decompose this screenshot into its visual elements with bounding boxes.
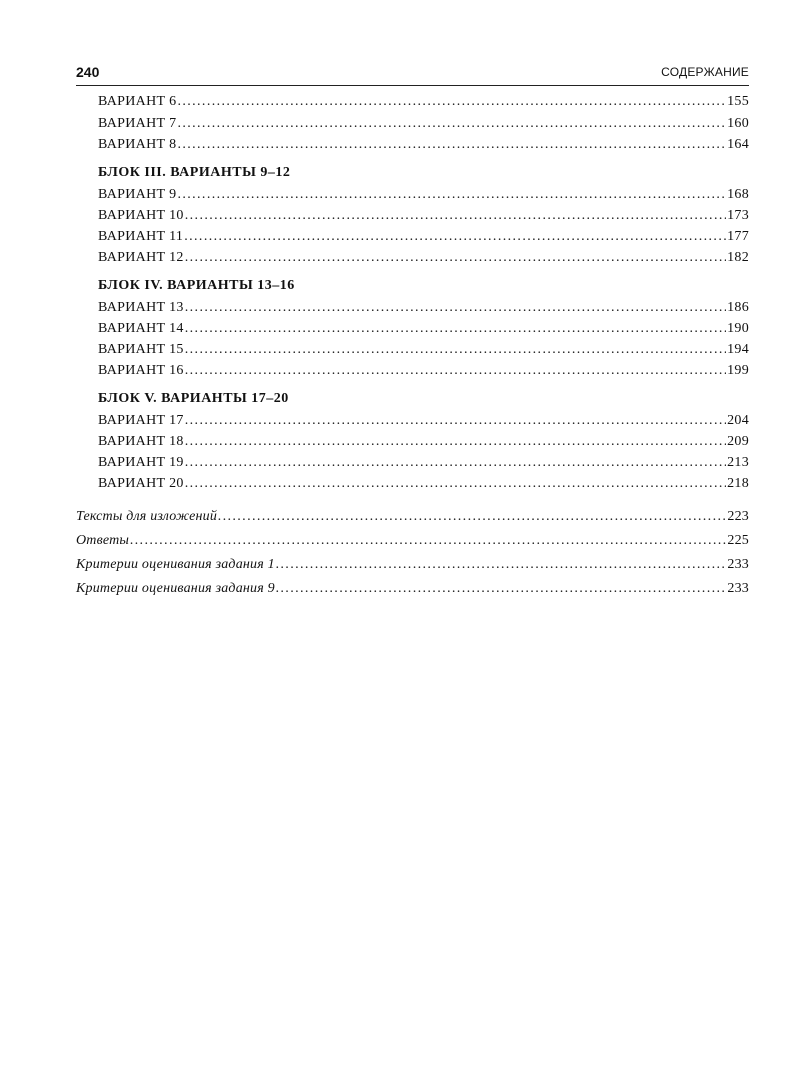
toc-entry-variant-20[interactable] <box>98 475 749 493</box>
toc-entry-label: Критерии оценивания задания 1 <box>76 557 275 572</box>
toc-entry-label: ВАРИАНТ 19 <box>98 455 184 470</box>
dot-leader <box>185 362 726 380</box>
toc-entry-page: 177 <box>727 229 749 244</box>
toc-entry-label: ВАРИАНТ 15 <box>98 342 184 357</box>
toc-entry-page: 209 <box>727 434 749 449</box>
toc-entry-page: 168 <box>727 187 749 202</box>
toc-entry-label: ВАРИАНТ 6 <box>98 94 177 109</box>
page-header <box>76 61 749 86</box>
block-heading-5[interactable]: БЛОК V. ВАРИАНТЫ 17–20 <box>98 391 289 406</box>
dot-leader <box>276 580 727 598</box>
toc-entry-label: ВАРИАНТ 11 <box>98 229 184 244</box>
dot-leader <box>185 341 726 359</box>
toc-entry-variant-6[interactable] <box>98 93 749 111</box>
dot-leader <box>218 508 726 526</box>
toc-entry-page: 213 <box>727 455 749 470</box>
toc-entry-label: ВАРИАНТ 18 <box>98 434 184 449</box>
toc-entry-variant-17[interactable] <box>98 412 749 430</box>
toc-entry-variant-19[interactable] <box>98 454 749 472</box>
toc-entry-page: 182 <box>727 250 749 265</box>
toc-entry-page: 155 <box>727 94 749 109</box>
toc-entry-page: 160 <box>727 116 749 131</box>
toc-entry-page: 173 <box>727 208 749 223</box>
toc-entry-label: ВАРИАНТ 12 <box>98 250 184 265</box>
dot-leader <box>185 299 726 317</box>
toc-entry-label: ВАРИАНТ 16 <box>98 363 184 378</box>
toc-entry-variant-16[interactable] <box>98 362 749 380</box>
toc-entry-page: 186 <box>727 300 749 315</box>
dot-leader <box>184 228 726 246</box>
toc-entry-criteria-task-1[interactable] <box>76 556 749 574</box>
toc-entry-variant-9[interactable] <box>98 186 749 204</box>
toc-entry-label: ВАРИАНТ 10 <box>98 208 184 223</box>
toc-entry-label: Тексты для изложений <box>76 509 218 524</box>
toc-entry-label: Критерии оценивания задания 9 <box>76 581 275 596</box>
toc-entry-variant-10[interactable] <box>98 207 749 225</box>
dot-leader <box>185 249 726 267</box>
toc-entry-answers[interactable] <box>76 532 749 550</box>
dot-leader <box>185 207 726 225</box>
toc-entry-texts-for-presentations[interactable] <box>76 508 749 526</box>
toc-entry-variant-13[interactable] <box>98 299 749 317</box>
toc-entry-page: 204 <box>727 413 749 428</box>
toc-entry-variant-11[interactable] <box>98 228 749 246</box>
toc-entry-label: ВАРИАНТ 20 <box>98 476 184 491</box>
toc-entry-page: 223 <box>727 509 749 524</box>
toc-entry-criteria-task-9[interactable] <box>76 580 749 598</box>
toc-entry-label: ВАРИАНТ 9 <box>98 187 177 202</box>
toc-entry-label: Ответы <box>76 533 130 548</box>
toc-entry-variant-8[interactable] <box>98 136 749 154</box>
toc-entry-page: 225 <box>727 533 749 548</box>
dot-leader <box>130 532 726 550</box>
toc-entry-label: ВАРИАНТ 7 <box>98 116 177 131</box>
toc-entry-label: ВАРИАНТ 17 <box>98 413 184 428</box>
toc-entry-variant-15[interactable] <box>98 341 749 359</box>
toc-entry-page: 194 <box>727 342 749 357</box>
toc-entry-page: 190 <box>727 321 749 336</box>
dot-leader <box>185 320 726 338</box>
toc-entry-variant-14[interactable] <box>98 320 749 338</box>
dot-leader <box>177 186 726 204</box>
block-heading-3[interactable]: БЛОК III. ВАРИАНТЫ 9–12 <box>98 165 291 180</box>
page-number: 240 <box>76 64 100 80</box>
toc-entry-label: ВАРИАНТ 13 <box>98 300 184 315</box>
dot-leader <box>185 475 726 493</box>
dot-leader <box>185 433 726 451</box>
toc-entry-label: ВАРИАНТ 14 <box>98 321 184 336</box>
toc-entry-variant-18[interactable] <box>98 433 749 451</box>
dot-leader <box>276 556 727 574</box>
dot-leader <box>185 454 726 472</box>
toc-entry-page: 233 <box>727 557 749 572</box>
toc-entry-page: 164 <box>727 137 749 152</box>
toc-entry-page: 199 <box>727 363 749 378</box>
running-title: СОДЕРЖАНИЕ <box>661 65 749 79</box>
toc-entry-page: 218 <box>727 476 749 491</box>
dot-leader <box>177 136 726 154</box>
dot-leader <box>177 93 726 111</box>
dot-leader <box>177 115 726 133</box>
dot-leader <box>185 412 726 430</box>
block-heading-4[interactable]: БЛОК IV. ВАРИАНТЫ 13–16 <box>98 278 295 293</box>
toc-entry-variant-12[interactable] <box>98 249 749 267</box>
toc-entry-variant-7[interactable] <box>98 115 749 133</box>
toc-entry-label: ВАРИАНТ 8 <box>98 137 177 152</box>
toc-entry-page: 233 <box>727 581 749 596</box>
